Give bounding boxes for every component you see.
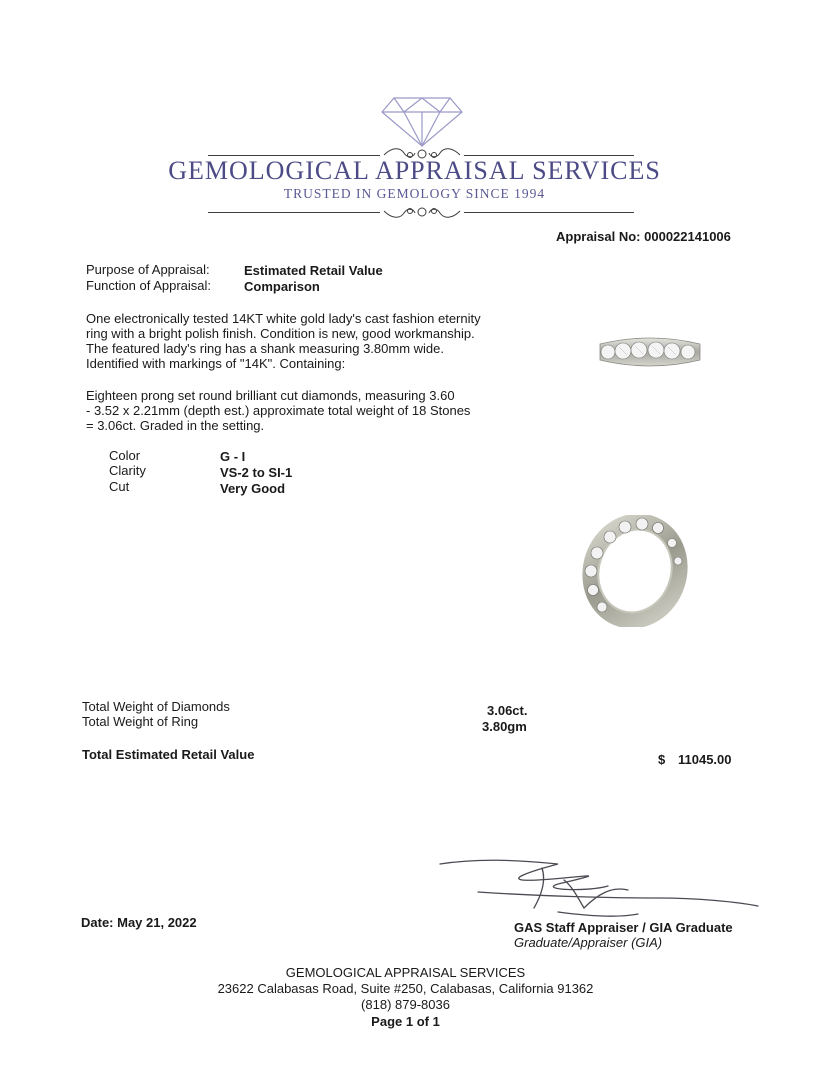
stones-line: Eighteen prong set round brilliant cut diamonds, measuring 3.60: [86, 388, 455, 403]
stones-line: = 3.06ct. Graded in the setting.: [86, 418, 265, 433]
purpose-label: Purpose of Appraisal:: [86, 262, 210, 277]
item-description: [86, 311, 506, 371]
footer-page-number: Page 1 of 1: [371, 1014, 440, 1029]
total-ring-value: 3.80gm: [482, 719, 527, 734]
appraisal-date: Date: May 21, 2022: [81, 915, 197, 930]
total-ring-label: Total Weight of Ring: [82, 714, 199, 729]
appraisal-number: Appraisal No: 000022141006: [556, 229, 731, 244]
description-line: The featured lady's ring has a shank measuring 3.80mm wide.: [86, 341, 445, 356]
total-diamonds-value: 3.06ct.: [487, 703, 528, 718]
description-line: ring with a bright polish finish. Condition is new, good workmanship.: [86, 326, 475, 341]
total-diamonds-label: Total Weight of Diamonds: [82, 699, 230, 714]
ring-photo-angled: [580, 515, 690, 627]
header-rule-bottom-right: [464, 212, 634, 213]
grade-label-color: Color: [109, 448, 141, 463]
grade-value-clarity: VS-2 to SI-1: [220, 465, 293, 480]
footer-phone: (818) 879-8036: [361, 997, 450, 1012]
description-line: Identified with markings of "14K". Containing:: [86, 356, 346, 371]
purpose-value: Estimated Retail Value: [244, 263, 383, 278]
appraiser-subtitle: Graduate/Appraiser (GIA): [514, 935, 663, 950]
total-retail-currency: $: [658, 752, 666, 767]
function-value: Comparison: [244, 279, 320, 294]
footer-address: 23622 Calabasas Road, Suite #250, Calabasas, California 91362: [217, 981, 594, 996]
grade-label-clarity: Clarity: [109, 463, 146, 478]
footer-company: GEMOLOGICAL APPRAISAL SERVICES: [285, 965, 526, 980]
ring-photo-side: [594, 330, 706, 374]
total-retail-label: Total Estimated Retail Value: [82, 747, 255, 762]
grade-value-color: G - I: [220, 449, 246, 464]
grade-label-cut: Cut: [109, 479, 130, 494]
brand-name: GEMOLOGICAL APPRAISAL SERVICES: [168, 156, 661, 185]
description-line: One electronically tested 14KT white gold lady's cast fashion eternity: [86, 311, 481, 326]
total-retail-value: 11045.00: [678, 752, 732, 767]
appraiser-title: GAS Staff Appraiser / GIA Graduate: [514, 920, 733, 935]
stones-description: [86, 388, 506, 433]
function-label: Function of Appraisal:: [86, 278, 212, 293]
diamond-logo-icon: [380, 88, 464, 148]
ornament-icon: [382, 203, 462, 221]
grade-value-cut: Very Good: [220, 481, 286, 496]
stones-line: - 3.52 x 2.21mm (depth est.) approximate total weight of 18 Stones: [86, 403, 471, 418]
header-rule-bottom-left: [208, 212, 380, 213]
brand-tagline: TRUSTED IN GEMOLOGY SINCE 1994: [283, 186, 546, 201]
appraiser-signature: [438, 856, 760, 922]
